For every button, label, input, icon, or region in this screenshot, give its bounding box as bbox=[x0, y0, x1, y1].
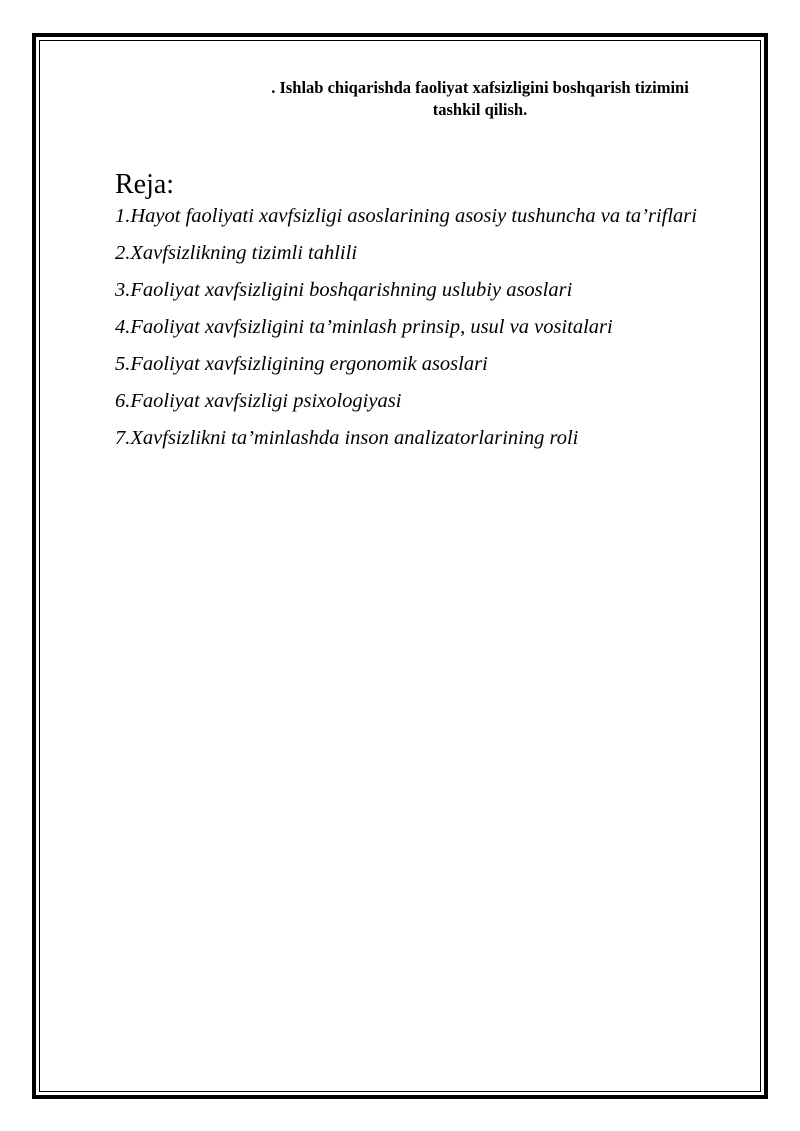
plan-list bbox=[115, 202, 755, 461]
plan-item: 6.Faoliyat xavfsizligi psixologiyasi bbox=[115, 390, 402, 412]
document-title-line-2: tashkil qilish. bbox=[432, 100, 528, 119]
plan-item: 5.Faoliyat xavfsizligining ergonomik asoslari bbox=[115, 353, 488, 375]
plan-item: 7.Xavfsizlikni ta’minlashda inson analizatorlarining roli bbox=[115, 427, 579, 449]
plan-item: 1.Hayot faoliyati xavfsizligi asoslarining asosiy tushuncha va ta’riflari bbox=[115, 205, 697, 227]
plan-item: 2.Xavfsizlikning tizimli tahlili bbox=[115, 242, 358, 264]
plan-item: 4.Faoliyat xavfsizligini ta’minlash prinsip, usul va vositalari bbox=[115, 316, 613, 338]
document-title bbox=[200, 77, 760, 121]
plan-heading: Reja: bbox=[115, 169, 175, 200]
document-title-line-1: . Ishlab chiqarishda faoliyat xafsizligini boshqarish tizimini bbox=[271, 78, 689, 97]
plan-item: 3.Faoliyat xavfsizligini boshqarishning uslubiy asoslari bbox=[115, 279, 573, 301]
